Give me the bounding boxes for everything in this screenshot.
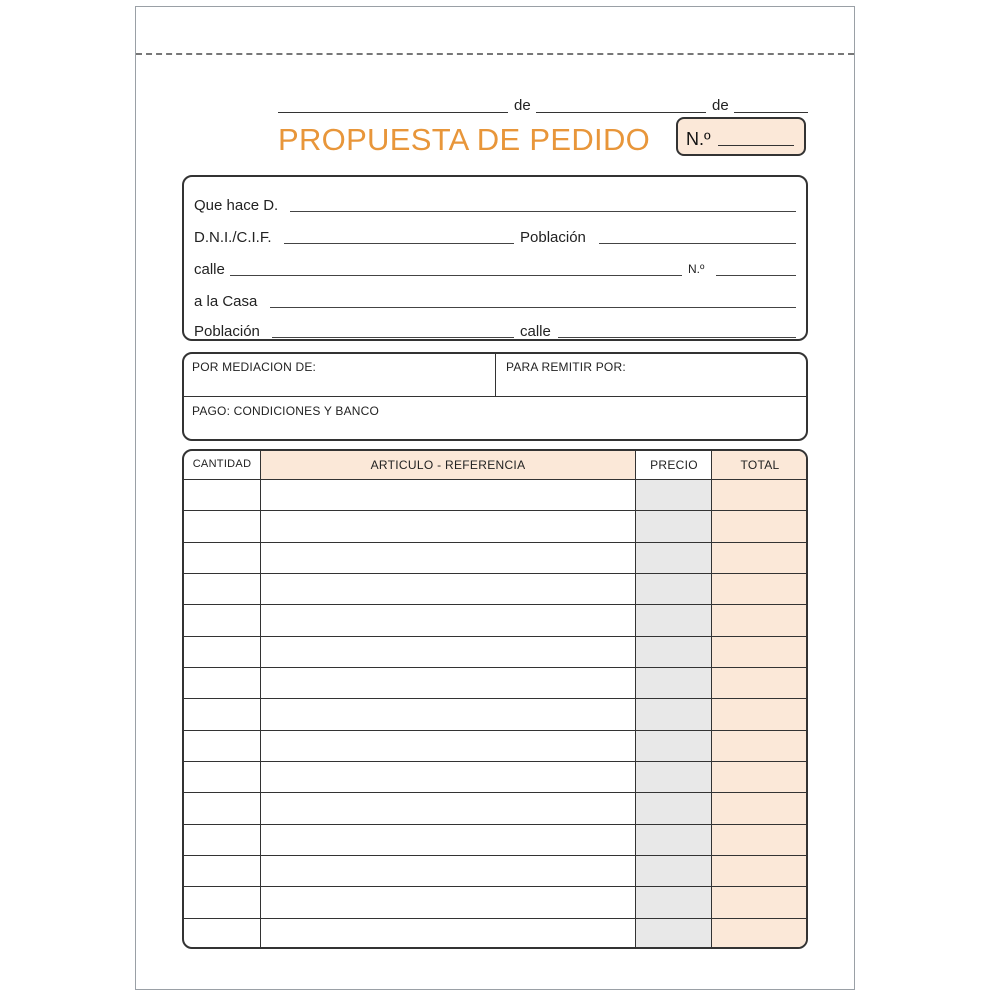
- client-row-id: [194, 227, 796, 245]
- order-form-sheet: [135, 6, 855, 990]
- a-la-casa-field[interactable]: [270, 307, 796, 308]
- table-row-line: [184, 918, 806, 919]
- precio-column-fill: [636, 479, 712, 947]
- client-info-box: [182, 175, 808, 341]
- date-line: [278, 97, 808, 113]
- day-month-blank[interactable]: [536, 111, 706, 113]
- date-de-1: de: [514, 97, 531, 114]
- terms-divider-h: [184, 396, 806, 397]
- order-number-label: N.º: [686, 129, 711, 149]
- items-table: [182, 449, 808, 949]
- numero-label: N.º: [688, 262, 705, 276]
- table-row-line: [184, 698, 806, 699]
- order-number-blank[interactable]: [718, 145, 794, 146]
- que-hace-field[interactable]: [290, 211, 796, 212]
- client-row-house: [194, 291, 796, 309]
- a-la-casa-label: a la Casa: [194, 293, 258, 310]
- calle-label-1: calle: [194, 261, 225, 278]
- table-row-line: [184, 855, 806, 856]
- por-mediacion-label: POR MEDIACION DE:: [192, 360, 317, 374]
- table-row-line: [184, 886, 806, 887]
- table-row-line: [184, 792, 806, 793]
- pago-label: PAGO: CONDICIONES Y BANCO: [192, 404, 380, 418]
- table-row-line: [184, 542, 806, 543]
- dni-cif-field[interactable]: [284, 243, 514, 244]
- header-divider: [184, 479, 806, 480]
- table-row-line: [184, 761, 806, 762]
- calle-label-2: calle: [520, 323, 551, 340]
- total-header: TOTAL: [740, 458, 780, 472]
- table-row-line: [184, 510, 806, 511]
- terms-box: [182, 352, 808, 441]
- cantidad-header: CANTIDAD: [192, 458, 252, 470]
- table-row-line: [184, 667, 806, 668]
- date-de-2: de: [712, 97, 729, 114]
- para-remitir-label: PARA REMITIR POR:: [506, 360, 626, 374]
- poblacion-label-1: Población: [520, 229, 586, 246]
- poblacion-field-2[interactable]: [272, 337, 514, 338]
- que-hace-label: Que hace D.: [194, 197, 279, 214]
- order-number-box[interactable]: [676, 117, 806, 156]
- perforation-line: [136, 53, 854, 55]
- calle-field-1[interactable]: [230, 275, 682, 276]
- terms-divider-v: [495, 354, 496, 396]
- articulo-header: ARTICULO - REFERENCIA: [370, 458, 526, 472]
- table-row-line: [184, 573, 806, 574]
- poblacion-field-1[interactable]: [599, 243, 796, 244]
- table-row-line: [184, 730, 806, 731]
- calle-field-2[interactable]: [558, 337, 796, 338]
- client-row-street: [194, 259, 796, 277]
- table-row-line: [184, 604, 806, 605]
- dni-cif-label: D.N.I./C.I.F.: [194, 229, 272, 246]
- client-row-name: [194, 195, 796, 213]
- place-blank[interactable]: [278, 111, 508, 113]
- form-title: PROPUESTA DE PEDIDO: [278, 122, 651, 157]
- client-row-city: [194, 321, 796, 339]
- numero-field[interactable]: [716, 275, 796, 276]
- table-row-line: [184, 824, 806, 825]
- table-row-line: [184, 636, 806, 637]
- poblacion-label-2: Población: [194, 323, 260, 340]
- precio-header: PRECIO: [650, 458, 698, 472]
- year-blank[interactable]: [734, 111, 808, 113]
